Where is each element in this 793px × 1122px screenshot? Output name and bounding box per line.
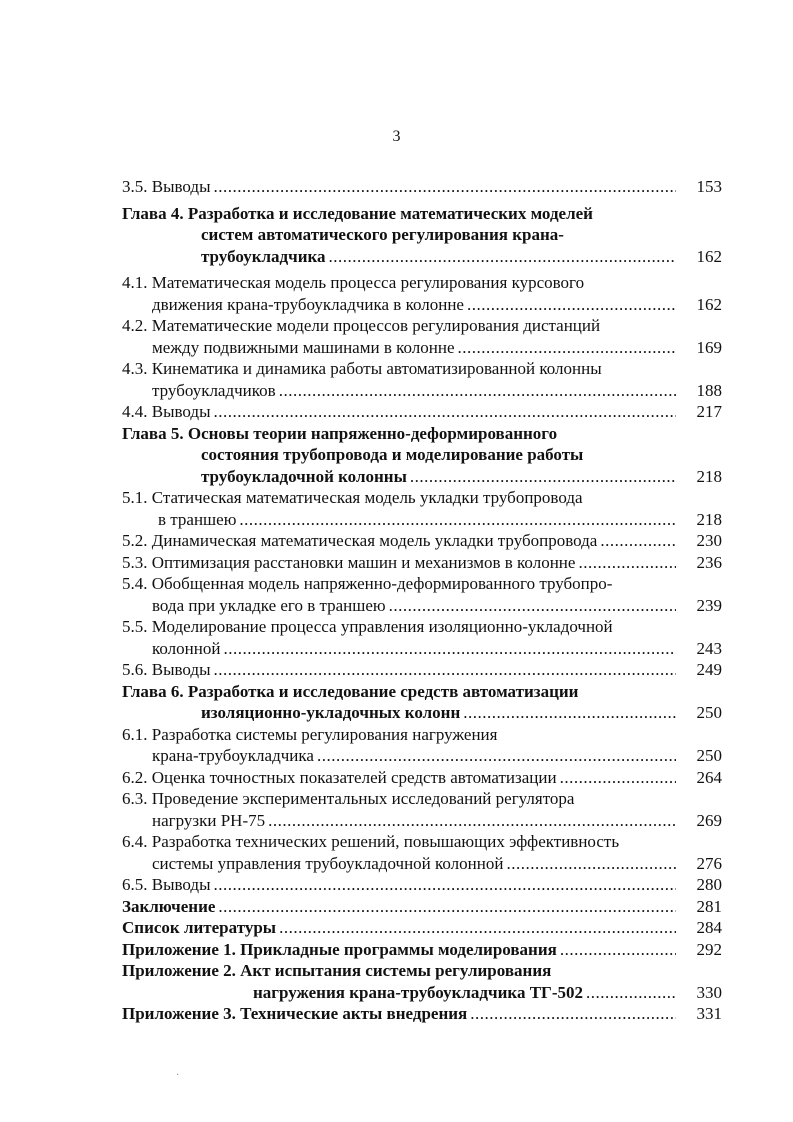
toc-entry-title: колонной <box>152 638 221 658</box>
toc-line <box>122 616 722 638</box>
toc-page-number: 250 <box>696 703 722 722</box>
toc-entry[interactable] <box>122 767 722 789</box>
toc-entry-title: 4.2. Математические модели процессов регулирования дистанций <box>122 316 601 335</box>
toc-page-number: 264 <box>696 767 722 787</box>
toc-page-number: 281 <box>696 896 722 916</box>
dot-leader <box>279 917 676 939</box>
toc-entry[interactable] <box>122 616 722 659</box>
toc-line <box>122 272 722 294</box>
scan-speck: · <box>176 1070 180 1081</box>
toc-page-number: 169 <box>696 337 722 357</box>
dot-leader <box>463 702 676 724</box>
toc-page-number: 218 <box>696 509 722 529</box>
toc-entry[interactable] <box>122 1003 722 1025</box>
toc-entry[interactable] <box>122 874 722 896</box>
dot-leader <box>223 638 676 660</box>
toc-entry[interactable] <box>122 724 722 767</box>
toc-line <box>122 595 722 617</box>
toc-entry-title: 5.4. Обобщенная модель напряженно-деформированного трубопро- <box>122 574 613 593</box>
dot-leader <box>214 874 676 896</box>
dot-leader <box>239 509 676 531</box>
toc-page-number: 280 <box>696 875 722 894</box>
toc-entry[interactable] <box>122 573 722 616</box>
toc-entry-title: системы управления трубоукладочной колонной <box>152 853 504 873</box>
toc-entry-title: крана-трубоукладчика <box>152 746 314 765</box>
toc-line <box>122 337 722 359</box>
toc-entry-title: между подвижными машинами в колонне <box>152 337 455 357</box>
toc-entry-title: 5.5. Моделирование процесса управления изоляционно-укладочной <box>122 617 613 636</box>
dot-leader <box>600 530 676 552</box>
toc-entry[interactable] <box>122 659 722 681</box>
toc-entry-title: изоляционно-укладочных колонн <box>201 703 461 722</box>
toc-line <box>122 176 722 198</box>
toc-page-number: 217 <box>696 402 722 421</box>
toc-entry-title: Глава 4. Разработка и исследование математических моделей <box>122 203 593 223</box>
toc-line <box>122 681 722 703</box>
toc-entry-title: Список литературы <box>122 918 277 937</box>
toc-line <box>122 917 722 939</box>
toc-line <box>122 853 722 875</box>
toc-entry-title: 4.4. Выводы <box>122 402 211 421</box>
dot-leader <box>458 337 677 359</box>
toc-entry-title: состояния трубопровода и моделирование работы <box>201 445 584 464</box>
dot-leader <box>317 745 676 767</box>
dot-leader <box>218 896 676 918</box>
toc-entry-title: 5.2. Динамическая математическая модель укладки трубопровода <box>122 531 598 550</box>
toc-entry-title: 6.3. Проведение экспериментальных исследований регулятора <box>122 789 575 808</box>
toc-page-number: 239 <box>696 595 722 615</box>
dot-leader <box>329 246 676 268</box>
toc-page-number: 188 <box>696 380 722 400</box>
toc-line <box>122 401 722 423</box>
toc-line <box>122 1003 722 1025</box>
toc-entry-title: трубоукладочной колонны <box>201 466 407 486</box>
toc-line <box>122 552 722 574</box>
toc-line <box>122 767 722 789</box>
page-number: 3 <box>392 128 401 145</box>
toc-entry-title: вода при укладке его в траншею <box>152 595 386 615</box>
toc-line <box>122 810 722 832</box>
toc-page-number: 276 <box>696 853 722 873</box>
dot-leader <box>560 939 676 961</box>
toc-entry-title: 6.1. Разработка системы регулирования нагружения <box>122 724 498 744</box>
toc-page-number: 162 <box>696 246 722 266</box>
toc-entry[interactable] <box>122 315 722 358</box>
toc-entry[interactable] <box>122 896 722 918</box>
toc-page-number: 284 <box>696 918 722 937</box>
toc-entry-title: трубоукладчика <box>201 246 326 266</box>
toc-line <box>122 702 722 724</box>
toc-line <box>122 638 722 660</box>
toc-entry[interactable] <box>122 960 722 1003</box>
toc-entry[interactable] <box>122 788 722 831</box>
toc-entry-title: Приложение 1. Прикладные программы моделирования <box>122 939 557 959</box>
toc-page-number: 331 <box>696 1004 722 1023</box>
toc-entry[interactable] <box>122 681 722 724</box>
dot-leader <box>506 853 676 875</box>
toc-line <box>122 224 722 246</box>
dot-leader <box>560 767 676 789</box>
toc-line <box>122 530 722 552</box>
toc-entry[interactable] <box>122 917 722 939</box>
toc-entry-title: Приложение 3. Технические акты внедрения <box>122 1004 468 1023</box>
dot-leader <box>214 659 676 681</box>
toc-entry-title: 5.1. Статическая математическая модель укладки трубопровода <box>122 488 583 507</box>
toc-entry-title: Глава 5. Основы теории напряженно-деформированного <box>122 423 558 443</box>
toc-entry[interactable] <box>122 487 722 530</box>
toc-page-number: 292 <box>696 939 722 959</box>
toc-line <box>122 659 722 681</box>
toc-entry-title: 5.6. Выводы <box>122 660 211 679</box>
toc-line <box>122 487 722 509</box>
toc-line <box>122 246 722 268</box>
toc-entry-title: Приложение 2. Акт испытания системы регулирования <box>122 961 552 980</box>
toc-entry-title: трубоукладчиков <box>152 380 276 400</box>
toc-line <box>122 788 722 810</box>
toc-entry[interactable] <box>122 358 722 401</box>
toc-page-number: 243 <box>696 638 722 658</box>
toc-line <box>122 509 722 531</box>
toc-entry-title: 5.3. Оптимизация расстановки машин и механизмов в колонне <box>122 552 576 572</box>
toc-line <box>122 380 722 402</box>
dot-leader <box>586 982 676 1004</box>
toc-page-number: 250 <box>696 746 722 765</box>
toc-page-number: 218 <box>696 466 722 486</box>
toc-line <box>122 896 722 918</box>
toc-line <box>122 831 722 853</box>
dot-leader <box>470 1003 676 1025</box>
toc-entry[interactable] <box>122 272 722 315</box>
toc-entry[interactable] <box>122 401 722 423</box>
toc-line <box>122 745 722 767</box>
toc-page-number: 249 <box>696 660 722 679</box>
toc-page-number: 236 <box>696 552 722 572</box>
toc-line <box>122 573 722 595</box>
toc-entry-title: движения крана-трубоукладчика в колонне <box>152 294 464 314</box>
toc-entry-title: 6.4. Разработка технических решений, повышающих эффективность <box>122 832 620 851</box>
toc-entry-title: 6.5. Выводы <box>122 875 211 894</box>
toc-entry-title: в траншею <box>158 509 237 529</box>
toc-entry-title: Глава 6. Разработка и исследование средств автоматизации <box>122 681 579 701</box>
table-of-contents <box>122 176 722 1025</box>
dot-leader <box>410 466 676 488</box>
dot-leader <box>214 176 676 198</box>
toc-entry-title: 6.2. Оценка точностных показателей средств автоматизации <box>122 767 557 787</box>
dot-leader <box>214 401 676 423</box>
dot-leader <box>268 810 676 832</box>
toc-page-number: 162 <box>696 294 722 314</box>
dot-leader <box>389 595 676 617</box>
toc-line <box>122 444 722 466</box>
toc-line <box>122 423 722 445</box>
toc-line <box>122 294 722 316</box>
toc-entry-title: нагрузки РН-75 <box>152 810 266 830</box>
toc-line <box>122 982 722 1004</box>
dot-leader <box>467 294 676 316</box>
toc-entry-title: 3.5. Выводы <box>122 177 211 196</box>
toc-entry[interactable] <box>122 203 722 268</box>
toc-line <box>122 466 722 488</box>
toc-entry-title: нагружения крана-трубоукладчика ТГ-502 <box>253 982 584 1002</box>
toc-page-number: 330 <box>696 982 722 1002</box>
toc-line <box>122 358 722 380</box>
toc-entry[interactable] <box>122 831 722 874</box>
toc-page-number: 230 <box>696 531 722 550</box>
toc-line <box>122 939 722 961</box>
toc-entry[interactable] <box>122 530 722 552</box>
toc-entry[interactable] <box>122 176 722 198</box>
toc-entry[interactable] <box>122 423 722 488</box>
toc-line <box>122 960 722 982</box>
toc-line <box>122 724 722 746</box>
toc-entry-title: систем автоматического регулирования крана- <box>201 225 564 244</box>
dot-leader <box>279 380 676 402</box>
toc-page-number: 269 <box>696 810 722 830</box>
toc-page-number: 153 <box>696 177 722 196</box>
toc-line <box>122 874 722 896</box>
toc-entry-title: 4.3. Кинематика и динамика работы автоматизированной колонны <box>122 359 602 378</box>
toc-entry[interactable] <box>122 552 722 574</box>
toc-line <box>122 203 722 225</box>
toc-line <box>122 315 722 337</box>
toc-entry-title: Заключение <box>122 896 216 916</box>
toc-entry-title: 4.1. Математическая модель процесса регулирования курсового <box>122 273 585 292</box>
dot-leader <box>578 552 676 574</box>
toc-entry[interactable] <box>122 939 722 961</box>
